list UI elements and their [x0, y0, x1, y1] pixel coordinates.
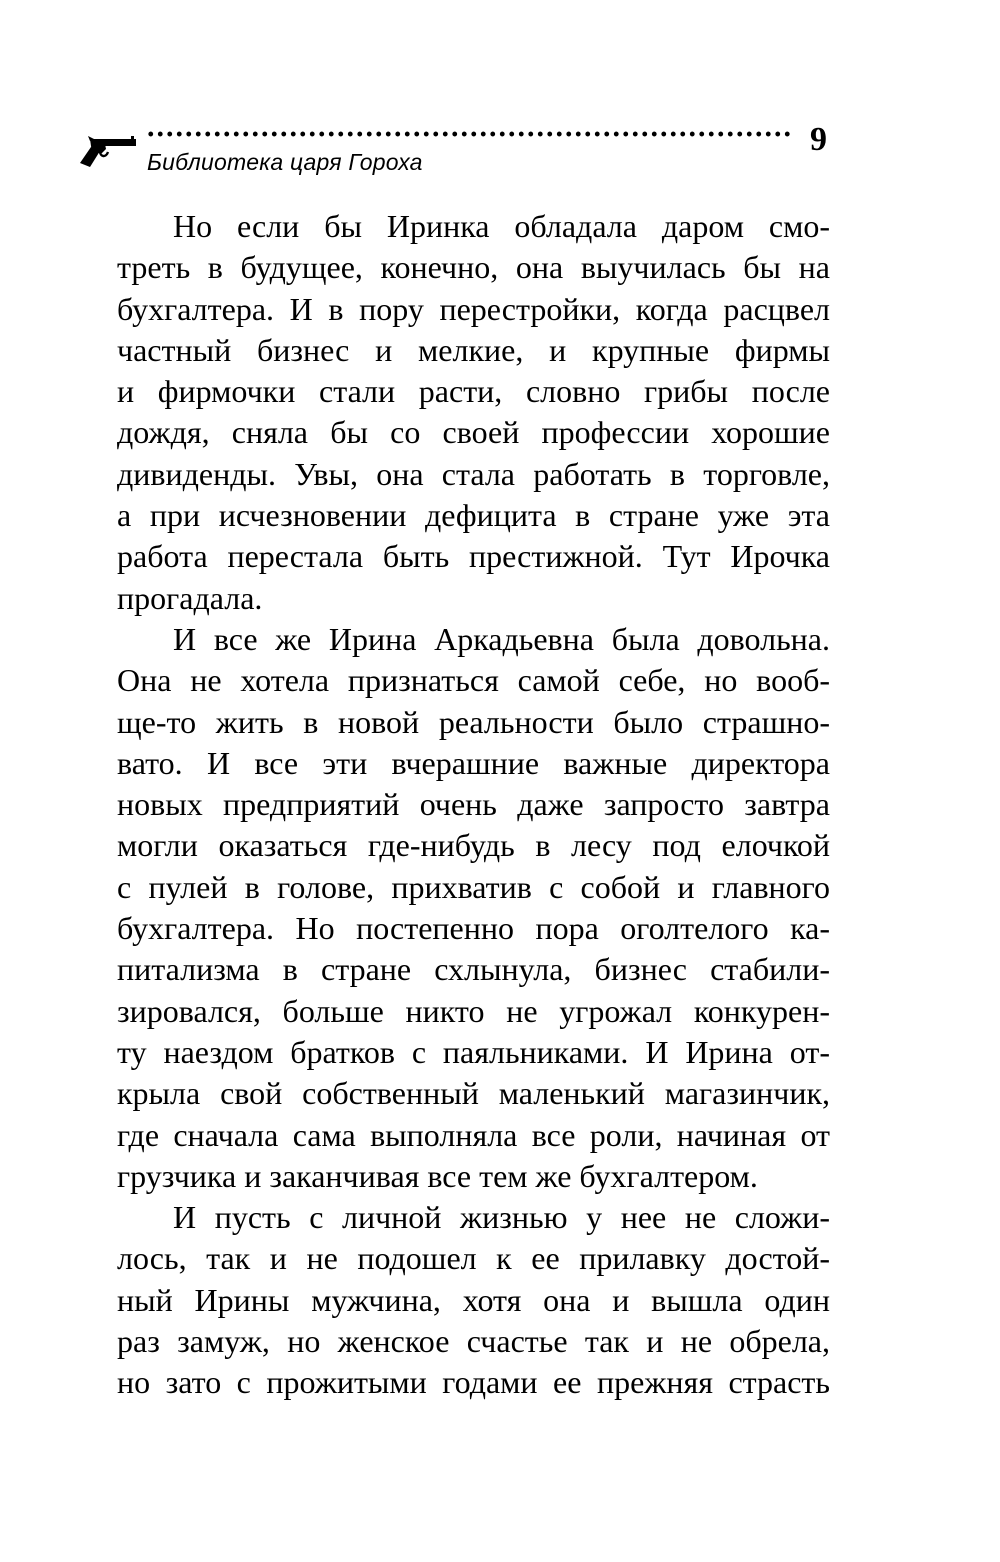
- text-line: Она не хотела признаться самой себе, но вооб-: [117, 662, 830, 699]
- text-line: грузчика и заканчивая все тем же бухгалтером.: [117, 1157, 758, 1194]
- text-line: дождя, сняла бы со своей профессии хорошие: [117, 414, 830, 451]
- text-line: Но если бы Иринка обладала даром смо-: [173, 208, 830, 244]
- text-line: лось, так и не подошел к ее прилавку достой-: [117, 1240, 830, 1277]
- text-line: треть в будущее, конечно, она выучилась бы на: [117, 249, 830, 286]
- text-line: могли оказаться где-нибудь в лесу под елочкой: [117, 827, 830, 864]
- text-line: вато. И все эти вчерашние важные директора: [117, 744, 830, 781]
- running-title: Библиотека царя Гороха: [147, 149, 423, 175]
- text-line: зировался, больше никто не угрожал конкурен-: [117, 992, 830, 1029]
- text-line: а при исчезновении дефицита в стране уже эта: [117, 497, 830, 534]
- text-line: И пусть с личной жизнью у нее не сложи-: [173, 1199, 830, 1236]
- text-line: ту наездом братков с паяльниками. И Ирина от-: [117, 1033, 830, 1070]
- text-line: где сначала сама выполняла все роли, начиная от: [117, 1116, 830, 1153]
- revolver-icon: [78, 133, 138, 169]
- text-line: работа перестала быть престижной. Тут Ирочка: [117, 538, 830, 575]
- text-line: И все же Ирина Аркадьевна была довольна.: [173, 620, 830, 657]
- text-line: новых предприятий очень даже запросто завтра: [117, 786, 830, 823]
- text-line: частный бизнес и мелкие, и крупные фирмы: [117, 331, 830, 368]
- text-line: бухгалтера. Но постепенно пора оголтелого ка-: [117, 910, 830, 947]
- text-line: с пулей в голове, прихватив с собой и главного: [117, 868, 830, 905]
- text-line: прогадала.: [117, 579, 263, 616]
- text-line: ще-то жить в новой реальности было страшно-: [117, 703, 830, 740]
- text-line: питализма в стране схлынула, бизнес стабили-: [117, 951, 830, 988]
- text-line: ный Ирины мужчина, хотя она и вышла один: [117, 1281, 830, 1318]
- text-line: и фирмочки стали расти, словно грибы после: [117, 373, 830, 410]
- text-line: дивиденды. Увы, она стала работать в торговле,: [117, 455, 830, 492]
- text-line: бухгалтера. И в пору перестройки, когда расцвел: [117, 290, 830, 327]
- text-line: раз замуж, но женское счастье так и не обрела,: [117, 1323, 830, 1360]
- header-dotted-rule: [146, 131, 794, 137]
- page-number: 9: [810, 121, 827, 158]
- text-line: но зато с прожитыми годами ее прежняя страсть: [117, 1364, 830, 1401]
- text-line: крыла свой собственный маленький магазинчик,: [117, 1075, 830, 1112]
- body-text: [117, 206, 830, 1404]
